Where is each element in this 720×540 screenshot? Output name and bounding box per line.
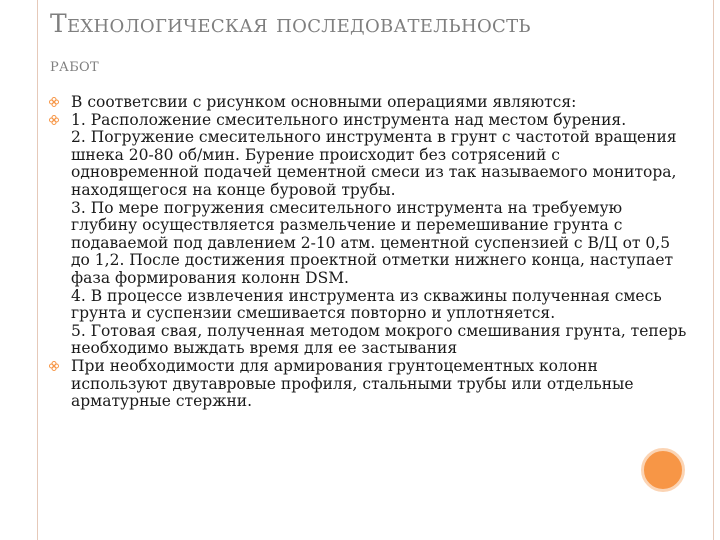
flower-bullet-icon xyxy=(49,115,59,125)
bullet-item-2 xyxy=(47,112,687,358)
bullet-text-1: В соответсвии с рисунком основными операциями являются: xyxy=(71,93,577,111)
bullet-text-2: 1. Расположение смесительного инструмента над местом бурения. 2. Погружение смесительного инструмента в грунт с частотой вращения шнека 20-80 об/мин. Бурение происходит без сотрясений с одновременной подачей цементной смеси из так называемого монитора, находящегося на конце буровой трубы. 3. По мере погружения смесительного инструмента на требуемую глубину осуществляется размельчение и перемешивание грунта с подаваемой под давлением 2-10 атм. цементной суспензией с В/Ц от 0,5 до 1,2. После достижения проектной отметки нижнего конца, наступает фаза формирования колонн DSM. 4. В процессе извлечения инструмента из скважины полученная смесь грунта и суспензии смешивается повторно и уплотняется. 5. Готовая свая, полученная методом мокрого смешивания грунта, теперь необходимо выждать время для ее застывания xyxy=(71,110,687,358)
slide-title-line1: Технологическая последовательность xyxy=(50,9,531,38)
flower-bullet-icon xyxy=(49,361,59,371)
bullet-item-1 xyxy=(47,94,687,112)
slide-content xyxy=(47,94,687,411)
slide-title-line2: работ xyxy=(50,54,99,76)
orange-circle-icon xyxy=(641,448,685,492)
bullet-text-3: При необходимости для армирования грунтоцементных колонн используют двутавровые профиля, стальными трубы или отдельные арматурные стержни. xyxy=(71,356,639,411)
flower-bullet-icon xyxy=(49,97,59,107)
bullet-item-3 xyxy=(47,358,687,411)
slide-title xyxy=(50,6,690,80)
